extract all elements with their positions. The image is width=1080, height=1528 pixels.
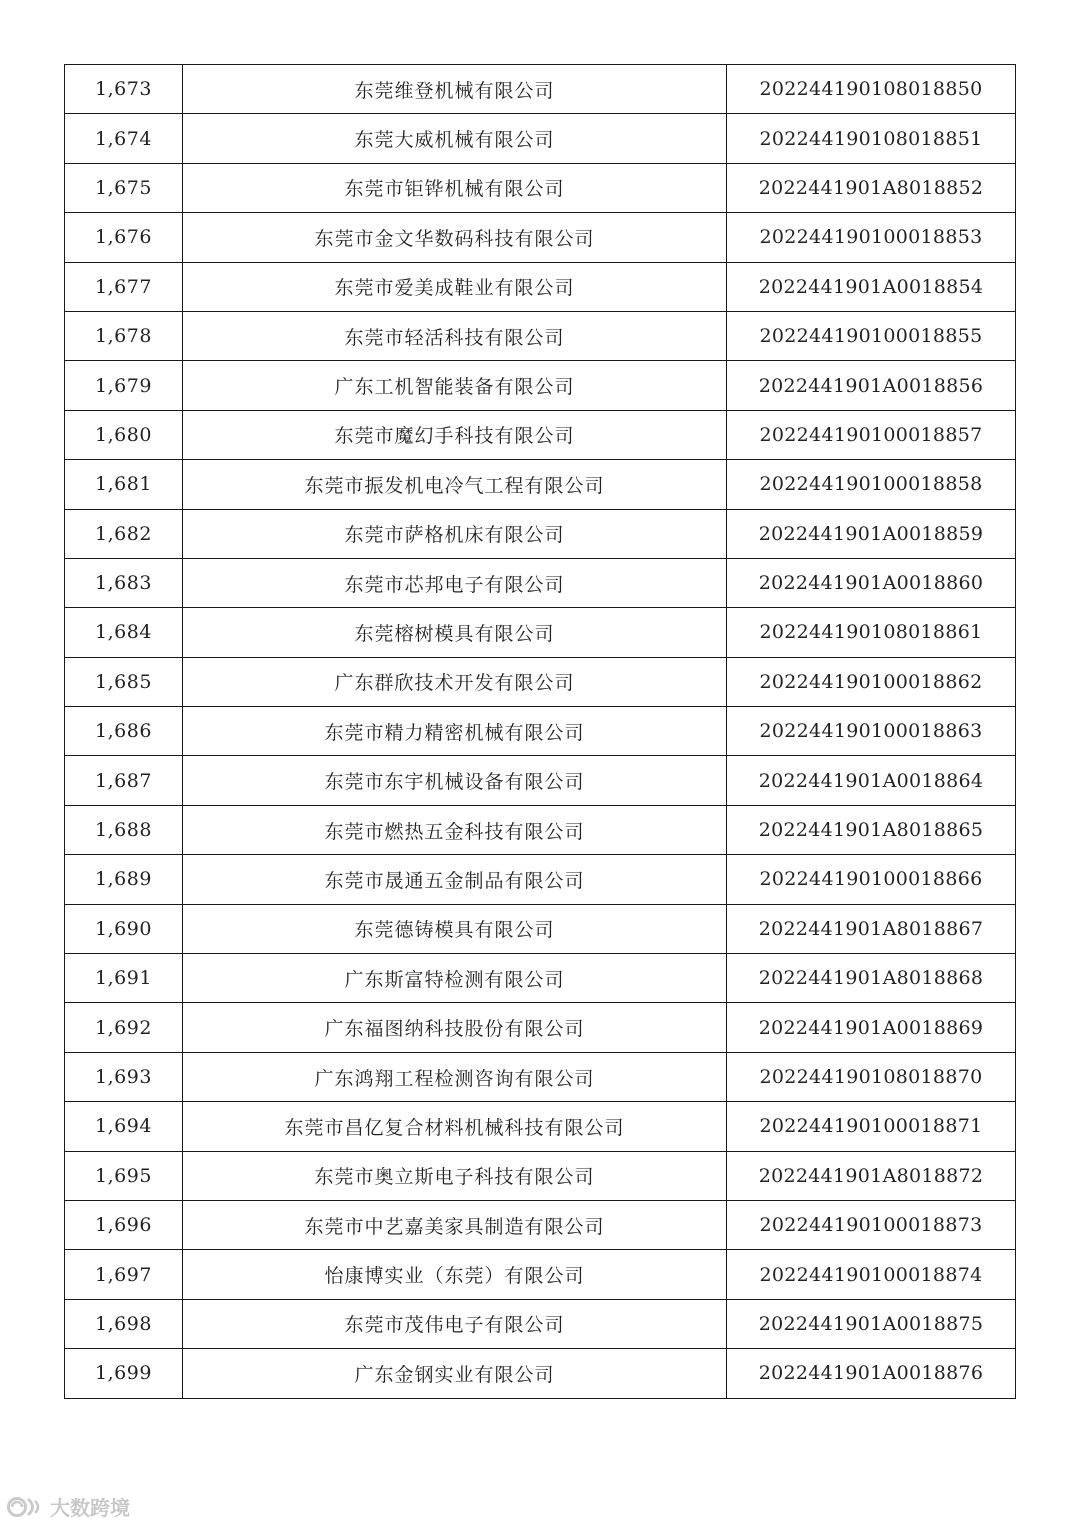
company-name-cell: 东莞市轻活科技有限公司 (183, 311, 727, 360)
table-row (65, 1200, 1016, 1249)
table-row (65, 1052, 1016, 1101)
registration-code-cell: 202244190100018874 (727, 1250, 1016, 1299)
row-number-cell: 1,693 (65, 1052, 183, 1101)
table-row (65, 1003, 1016, 1052)
company-name-cell: 东莞德铸模具有限公司 (183, 904, 727, 953)
watermark-text: 大数跨境 (50, 1496, 130, 1520)
row-number-cell: 1,674 (65, 114, 183, 163)
registration-code-cell: 2022441901A8018868 (727, 954, 1016, 1003)
row-number-cell: 1,685 (65, 657, 183, 706)
registration-code-cell: 202244190100018853 (727, 213, 1016, 262)
row-number-cell: 1,682 (65, 509, 183, 558)
registration-code-cell: 202244190100018871 (727, 1102, 1016, 1151)
row-number-cell: 1,697 (65, 1250, 183, 1299)
row-number-cell: 1,690 (65, 904, 183, 953)
company-name-cell: 广东金钢实业有限公司 (183, 1349, 727, 1398)
table-row (65, 361, 1016, 410)
row-number-cell: 1,695 (65, 1151, 183, 1200)
table-row (65, 213, 1016, 262)
table-row (65, 1102, 1016, 1151)
company-name-cell: 东莞市奥立斯电子科技有限公司 (183, 1151, 727, 1200)
registration-code-cell: 202244190100018863 (727, 707, 1016, 756)
company-name-cell: 东莞市茂伟电子有限公司 (183, 1299, 727, 1348)
registration-code-cell: 2022441901A0018876 (727, 1349, 1016, 1398)
company-name-cell: 广东群欣技术开发有限公司 (183, 657, 727, 706)
registration-code-cell: 2022441901A8018867 (727, 904, 1016, 953)
company-name-cell: 东莞市钜铧机械有限公司 (183, 163, 727, 212)
registration-code-cell: 2022441901A0018864 (727, 756, 1016, 805)
table-row (65, 954, 1016, 1003)
registration-code-cell: 202244190100018862 (727, 657, 1016, 706)
table-row (65, 114, 1016, 163)
table-row (65, 1349, 1016, 1398)
watermark (6, 1492, 130, 1521)
table-row (65, 311, 1016, 360)
company-name-cell: 东莞市芯邦电子有限公司 (183, 558, 727, 607)
row-number-cell: 1,677 (65, 262, 183, 311)
table-body (65, 65, 1016, 1399)
row-number-cell: 1,692 (65, 1003, 183, 1052)
row-number-cell: 1,688 (65, 805, 183, 854)
registration-code-cell: 2022441901A0018854 (727, 262, 1016, 311)
table-row (65, 855, 1016, 904)
table-row (65, 707, 1016, 756)
brand-logo-icon (6, 1494, 46, 1520)
registration-code-cell: 2022441901A8018872 (727, 1151, 1016, 1200)
row-number-cell: 1,676 (65, 213, 183, 262)
table-row (65, 608, 1016, 657)
table-row (65, 410, 1016, 459)
table-row (65, 65, 1016, 114)
company-name-cell: 东莞市振发机电冷气工程有限公司 (183, 460, 727, 509)
row-number-cell: 1,686 (65, 707, 183, 756)
company-name-cell: 广东工机智能装备有限公司 (183, 361, 727, 410)
row-number-cell: 1,675 (65, 163, 183, 212)
company-name-cell: 东莞市魔幻手科技有限公司 (183, 410, 727, 459)
registration-code-cell: 202244190100018858 (727, 460, 1016, 509)
table-row (65, 1151, 1016, 1200)
registration-code-cell: 202244190108018870 (727, 1052, 1016, 1101)
table-row (65, 756, 1016, 805)
table-row (65, 509, 1016, 558)
registration-code-cell: 202244190100018855 (727, 311, 1016, 360)
company-name-cell: 怡康博实业（东莞）有限公司 (183, 1250, 727, 1299)
registration-code-cell: 2022441901A8018852 (727, 163, 1016, 212)
company-name-cell: 东莞市萨格机床有限公司 (183, 509, 727, 558)
company-name-cell: 东莞大威机械有限公司 (183, 114, 727, 163)
company-name-cell: 东莞市精力精密机械有限公司 (183, 707, 727, 756)
row-number-cell: 1,683 (65, 558, 183, 607)
registration-code-cell: 2022441901A0018869 (727, 1003, 1016, 1052)
company-name-cell: 广东鸿翔工程检测咨询有限公司 (183, 1052, 727, 1101)
registration-code-cell: 202244190108018861 (727, 608, 1016, 657)
company-name-cell: 广东福图纳科技股份有限公司 (183, 1003, 727, 1052)
row-number-cell: 1,698 (65, 1299, 183, 1348)
registration-code-cell: 2022441901A0018856 (727, 361, 1016, 410)
company-name-cell: 东莞市燃热五金科技有限公司 (183, 805, 727, 854)
company-name-cell: 广东斯富特检测有限公司 (183, 954, 727, 1003)
table-row (65, 1299, 1016, 1348)
table-row (65, 460, 1016, 509)
registration-code-cell: 202244190108018851 (727, 114, 1016, 163)
registration-code-cell: 2022441901A0018860 (727, 558, 1016, 607)
company-name-cell: 东莞市中艺嘉美家具制造有限公司 (183, 1200, 727, 1249)
registration-code-cell: 202244190100018857 (727, 410, 1016, 459)
company-name-cell: 东莞市爱美成鞋业有限公司 (183, 262, 727, 311)
row-number-cell: 1,678 (65, 311, 183, 360)
table-row (65, 163, 1016, 212)
row-number-cell: 1,673 (65, 65, 183, 114)
registration-code-cell: 2022441901A0018875 (727, 1299, 1016, 1348)
registration-code-cell: 202244190100018866 (727, 855, 1016, 904)
company-name-cell: 东莞维登机械有限公司 (183, 65, 727, 114)
row-number-cell: 1,696 (65, 1200, 183, 1249)
row-number-cell: 1,691 (65, 954, 183, 1003)
registration-code-cell: 2022441901A8018865 (727, 805, 1016, 854)
row-number-cell: 1,694 (65, 1102, 183, 1151)
company-name-cell: 东莞市晟通五金制品有限公司 (183, 855, 727, 904)
row-number-cell: 1,680 (65, 410, 183, 459)
table-row (65, 657, 1016, 706)
row-number-cell: 1,684 (65, 608, 183, 657)
table-row (65, 1250, 1016, 1299)
company-name-cell: 东莞市东宇机械设备有限公司 (183, 756, 727, 805)
table-row (65, 805, 1016, 854)
enterprise-list-table (64, 64, 1016, 1399)
table-row (65, 262, 1016, 311)
company-name-cell: 东莞市昌亿复合材料机械科技有限公司 (183, 1102, 727, 1151)
registration-code-cell: 2022441901A0018859 (727, 509, 1016, 558)
registration-code-cell: 202244190100018873 (727, 1200, 1016, 1249)
row-number-cell: 1,681 (65, 460, 183, 509)
table-row (65, 558, 1016, 607)
row-number-cell: 1,687 (65, 756, 183, 805)
table-row (65, 904, 1016, 953)
row-number-cell: 1,689 (65, 855, 183, 904)
company-name-cell: 东莞榕树模具有限公司 (183, 608, 727, 657)
row-number-cell: 1,699 (65, 1349, 183, 1398)
registration-code-cell: 202244190108018850 (727, 65, 1016, 114)
row-number-cell: 1,679 (65, 361, 183, 410)
company-name-cell: 东莞市金文华数码科技有限公司 (183, 213, 727, 262)
enterprise-list-table-container (64, 64, 1015, 1399)
